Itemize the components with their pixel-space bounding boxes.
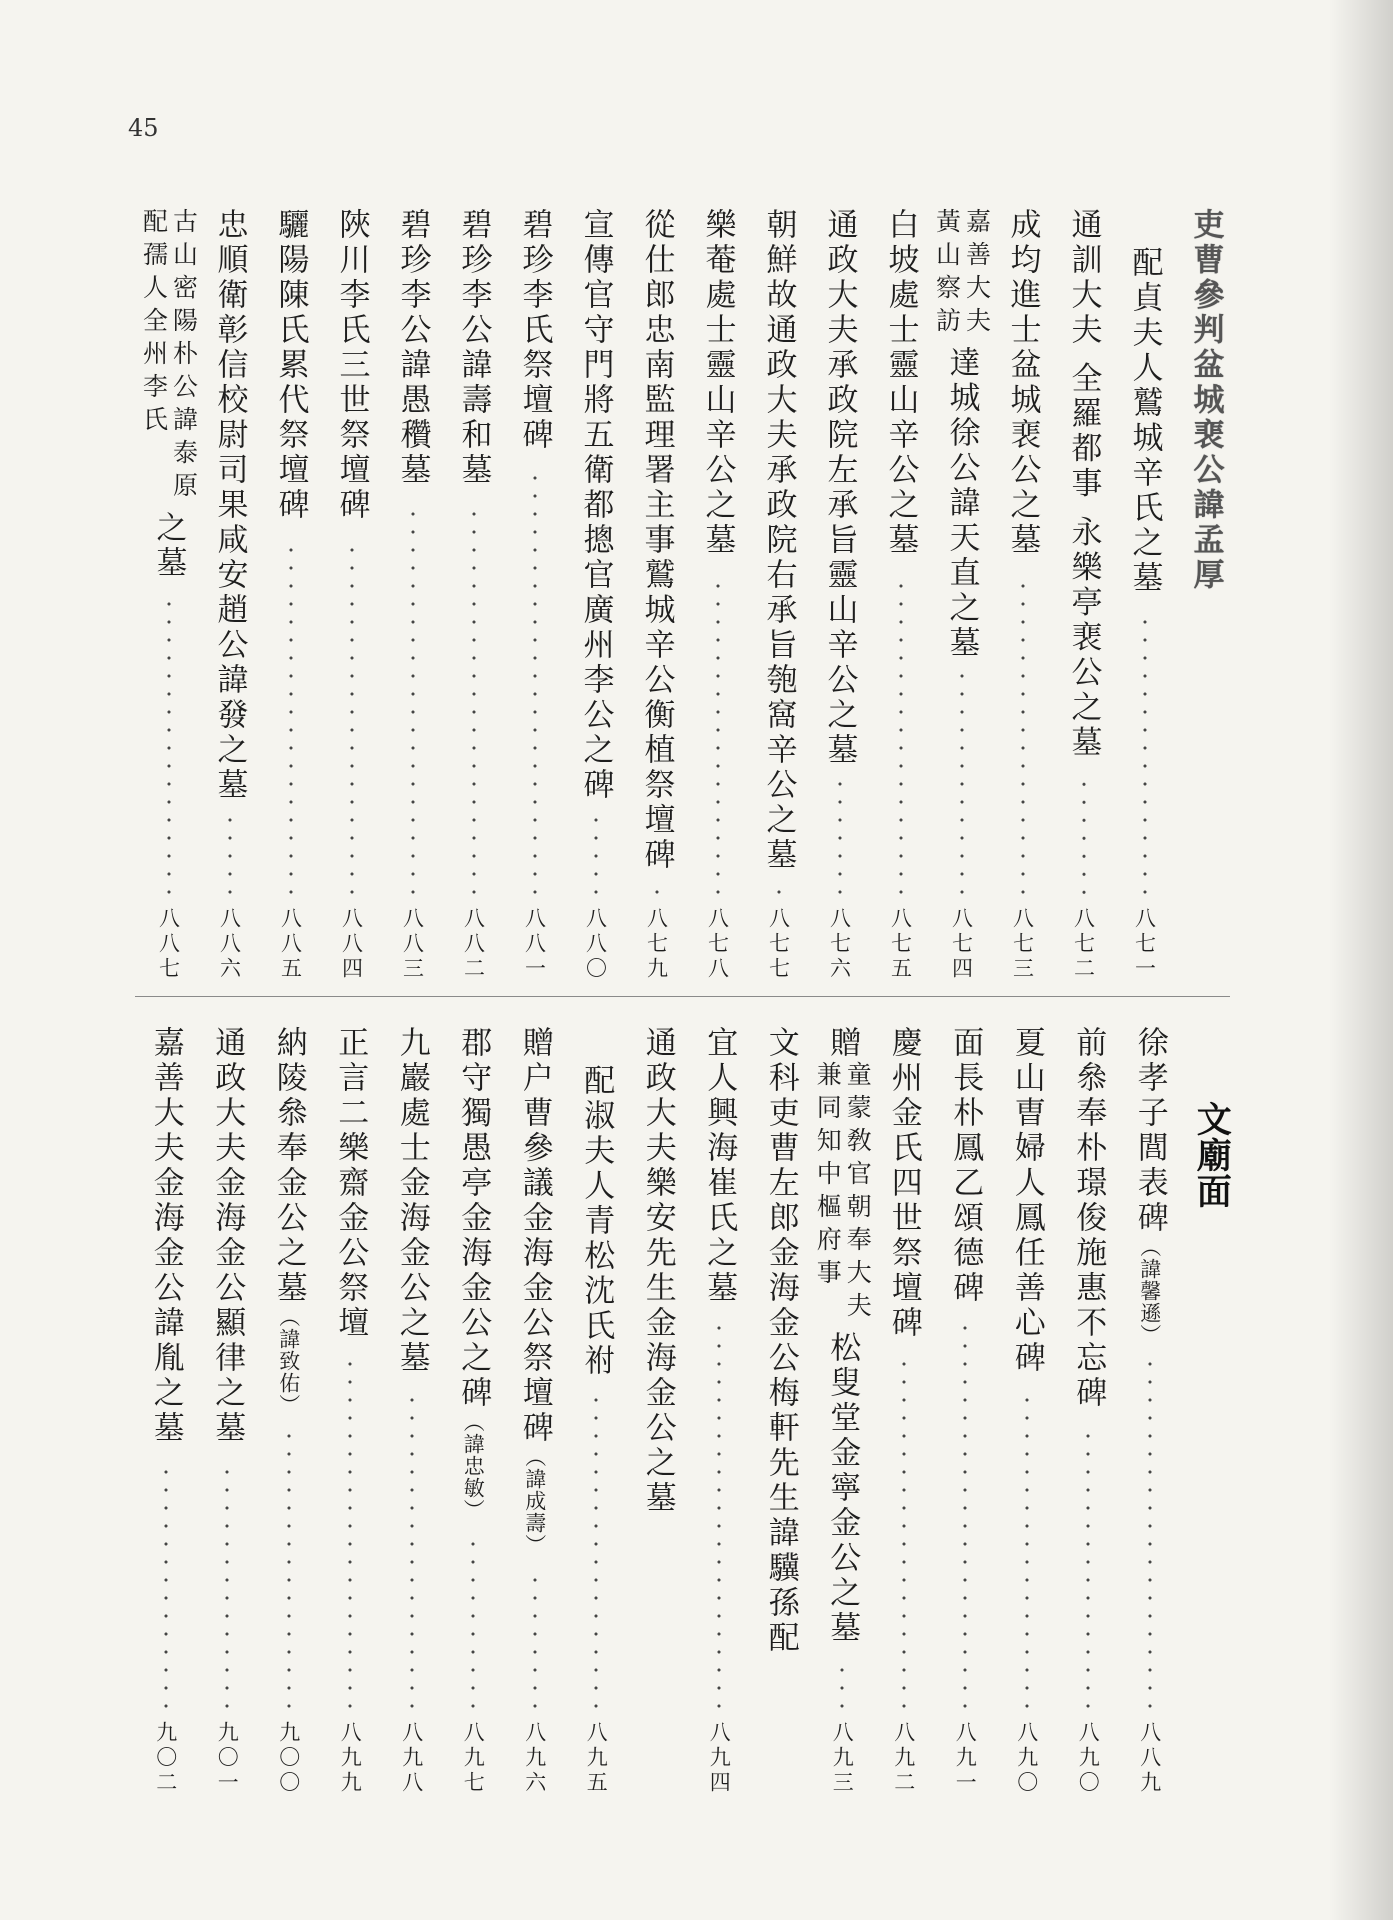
entry-page-number: 八九四 [707, 1721, 732, 1796]
entry-title-subline: 黃山察訪 [932, 208, 962, 340]
entry-page-number: 八九二 [891, 1721, 916, 1796]
toc-entry-column [504, 208, 565, 982]
dot-leader [410, 500, 416, 901]
entry-title-text: 通政大夫金海金公顯律之墓 [209, 1026, 246, 1446]
entry-title-text: 白坡處士靈山辛公之墓 [882, 208, 919, 558]
entry-title [1007, 1026, 1047, 1376]
entry-page-number: 八九六 [522, 1721, 547, 1796]
entry-title [392, 1026, 432, 1376]
entry-title [1186, 208, 1226, 593]
dot-leader [839, 1658, 845, 1715]
entry-page-number: 八八二 [461, 907, 486, 982]
entry-title [699, 1026, 739, 1306]
entry-note: （諱成壽） [522, 1446, 547, 1556]
entry-title [820, 208, 860, 768]
entry-title [393, 208, 433, 488]
toc-entry-column [135, 1026, 197, 1796]
entry-title-text: 贈户曹參議金海金公祭壇碑 [516, 1026, 553, 1446]
toc-entry-column [258, 1026, 320, 1796]
dot-leader [532, 465, 538, 901]
entry-page-number: 九〇二 [153, 1721, 178, 1796]
entry-title [454, 208, 494, 488]
dot-leader [959, 673, 965, 901]
entry-page-number: 八九五 [584, 1721, 609, 1796]
contents-section-upper [138, 208, 1236, 982]
toc-entry-column [870, 208, 931, 982]
entry-page-number: 八七七 [766, 907, 791, 982]
toc-entry-column [748, 208, 809, 982]
dot-leader [776, 885, 782, 901]
section-divider [135, 996, 1230, 997]
entry-note: （諱馨遜） [1137, 1236, 1162, 1346]
toc-entry-column [992, 208, 1053, 982]
entry-title-text: 配貞夫人鷲城辛氏之墓 [1126, 246, 1163, 596]
entry-title [271, 208, 311, 523]
entry-title-text: 正言二樂齋金公祭壇 [332, 1026, 369, 1341]
dot-leader [409, 1388, 415, 1715]
toc-entry-column [1053, 208, 1114, 982]
entry-title-text: 吏曹參判盆城裵公諱孟厚 [1187, 208, 1224, 593]
toc-entry-column [138, 208, 199, 982]
entry-page-number: 八九一 [953, 1721, 978, 1796]
entry-title-text: 樂菴處士靈山辛公之墓 [699, 208, 736, 558]
entry-title [207, 1026, 247, 1446]
entry-title [759, 208, 799, 873]
dot-leader [1085, 1423, 1091, 1715]
entry-title-text: 碧珍李公諱愚穳墓 [394, 208, 431, 488]
entry-page-number: 八七四 [949, 907, 974, 982]
toc-entry-column [812, 1026, 874, 1796]
entry-title-text: 宣傳官守門將五衛都摠官廣州李公之碑 [577, 208, 614, 803]
toc-entry-column [566, 1026, 628, 1796]
entry-title-text: 成均進士盆城裵公之墓 [1004, 208, 1041, 558]
entry-title-subcolumns [812, 1061, 872, 1325]
dot-leader [227, 815, 233, 901]
entry-title [1130, 1026, 1170, 1346]
entry-title [210, 208, 250, 803]
entry-title-text: 文科吏曹左郎金海金公梅軒先生諱驥孫配 [762, 1026, 799, 1656]
entry-title-subline: 配孺人全州李氏 [139, 208, 169, 439]
entry-title-subline: 嘉善大夫 [962, 208, 992, 340]
entry-page-number: 八九〇 [1076, 1721, 1101, 1796]
entry-page-number: 八九七 [461, 1721, 486, 1796]
toc-entry-column [1114, 208, 1175, 982]
entry-title-text: 通政大夫樂安先生金海金公之墓 [639, 1026, 676, 1516]
entry-title [515, 1026, 555, 1556]
contents-section-lower [135, 1026, 1242, 1796]
entry-title [638, 1026, 678, 1516]
toc-entry-column [1119, 1026, 1181, 1796]
entry-title [515, 208, 555, 453]
toc-entry-column [689, 1026, 751, 1796]
entry-page-number: 八七二 [1071, 907, 1096, 982]
entry-title [453, 1026, 493, 1521]
entry-title-text: 松叟堂金寧金公之墓 [824, 1331, 861, 1646]
entry-title [330, 1026, 370, 1341]
dot-leader [532, 1568, 538, 1715]
entry-title [332, 208, 372, 523]
entry-title-subline: 古山密陽朴公諱泰原 [169, 208, 199, 505]
toc-entry-column [197, 1026, 259, 1796]
entry-title-text: 通政大夫承政院左承旨靈山辛公之墓 [821, 208, 858, 768]
entry-page-number: 八八五 [278, 907, 303, 982]
entry-title-text: 九巖處士金海金公之墓 [393, 1026, 430, 1376]
dot-leader [349, 535, 355, 901]
entry-page-number: 八八〇 [583, 907, 608, 982]
entry-page-number: 八七九 [644, 907, 669, 982]
dot-leader [654, 885, 660, 901]
entry-title [576, 1064, 616, 1379]
entry-title [822, 1331, 862, 1646]
toc-entry-column [381, 1026, 443, 1796]
entry-title [698, 208, 738, 558]
entry-page-number: 八九八 [399, 1721, 424, 1796]
entry-title [1068, 1026, 1108, 1411]
entry-title [269, 1026, 309, 1416]
entry-page-number: 八八一 [522, 907, 547, 982]
page-edge-shadow [1329, 0, 1393, 1920]
entry-title [1064, 208, 1104, 761]
page-number: 45 [128, 114, 159, 142]
toc-entry-column [687, 208, 748, 982]
entry-title [942, 346, 982, 661]
dot-leader [715, 570, 721, 901]
toc-entry-column [873, 1026, 935, 1796]
entry-page-number: 八七三 [1010, 907, 1035, 982]
dot-leader [347, 1353, 353, 1715]
dot-leader [1142, 608, 1148, 901]
toc-entry-column [935, 1026, 997, 1796]
dot-leader [286, 1428, 292, 1715]
toc-entry-column [382, 208, 443, 982]
dot-leader [1081, 773, 1087, 901]
section-heading-column [1181, 1026, 1243, 1796]
entry-page-number: 八七一 [1132, 907, 1157, 982]
entry-title-text: 達城徐公諱天直之墓 [943, 346, 980, 661]
toc-entry-column [627, 1026, 689, 1796]
entry-title-text: 納陵叅奉金公之墓 [270, 1026, 307, 1306]
entry-page-number: 八八七 [156, 907, 181, 982]
entry-title-subcolumns [139, 208, 199, 505]
entry-page-number: 八九〇 [1014, 1721, 1039, 1796]
toc-entry-column [750, 1026, 812, 1796]
entry-title [884, 1026, 924, 1341]
toc-entry-column [565, 208, 626, 982]
toc-entry-column [260, 208, 321, 982]
entry-page-number: 九〇〇 [276, 1721, 301, 1796]
toc-entry-column [504, 1026, 566, 1796]
entry-page-number: 八八三 [400, 907, 425, 982]
toc-entry-column [321, 208, 382, 982]
entry-page-number: 八九九 [338, 1721, 363, 1796]
entry-title-text: 碧珍李氏祭壇碑 [516, 208, 553, 453]
entry-page-number: 八八四 [339, 907, 364, 982]
entry-title [881, 208, 921, 558]
dot-leader [901, 1353, 907, 1715]
entry-title [1125, 246, 1165, 596]
entry-title-text: 之墓 [150, 511, 187, 581]
toc-entry-column [199, 208, 260, 982]
entry-note: （諱忠敏） [461, 1411, 486, 1521]
dot-leader [470, 1533, 476, 1715]
entry-title-text: 郡守獨愚亭金海金公之碑 [455, 1026, 492, 1411]
entry-page-number: 八八六 [217, 907, 242, 982]
entry-title-text: 嘉善大夫金海金公諱胤之墓 [147, 1026, 184, 1446]
entry-title-text: 宜人興海崔氏之墓 [701, 1026, 738, 1306]
toc-entry-column [809, 208, 870, 982]
entry-title-text: 陜川李氏三世祭壇碑 [333, 208, 370, 523]
entry-title-text: 面長朴鳳乙頌德碑 [947, 1026, 984, 1306]
dot-leader [593, 815, 599, 901]
toc-entry-column [626, 208, 687, 982]
entry-title-text: 徐孝子閭表碑 [1131, 1026, 1168, 1236]
toc-entry-column [320, 1026, 382, 1796]
entry-title-text: 夏山曺婦人鳳任善心碑 [1008, 1026, 1045, 1376]
toc-entry-column [1058, 1026, 1120, 1796]
entry-title [576, 208, 616, 803]
entry-title-text: 慶州金氏四世祭壇碑 [885, 1026, 922, 1341]
dot-leader [593, 1391, 599, 1715]
toc-entry-column [443, 1026, 505, 1796]
dot-leader [898, 570, 904, 901]
entry-title [945, 1026, 985, 1306]
entry-page-number: 八七五 [888, 907, 913, 982]
dot-leader [1147, 1358, 1153, 1715]
entry-title-subcolumns [932, 208, 992, 340]
entry-title-text: 朝鮮故通政大夫承政院右承旨匏窩辛公之墓 [760, 208, 797, 873]
dot-leader [1024, 1388, 1030, 1715]
dot-leader [224, 1458, 230, 1715]
entry-title [146, 1026, 186, 1446]
entry-title-text: 碧珍李公諱壽和墓 [455, 208, 492, 488]
entry-page-number: 八七六 [827, 907, 852, 982]
entry-page-number: 八八九 [1137, 1721, 1162, 1796]
entry-title [149, 511, 189, 581]
dot-leader [163, 1458, 169, 1715]
entry-title-subline: 兼同知中樞府事 [813, 1061, 843, 1292]
toc-entry-column [1175, 208, 1236, 982]
entry-title-text: 前叅奉朴璟俊施惠不忘碑 [1070, 1026, 1107, 1411]
dot-leader [716, 1318, 722, 1715]
dot-leader [288, 535, 294, 901]
entry-page-number: 八七八 [705, 907, 730, 982]
entry-note: （諱致佑） [276, 1306, 301, 1416]
entry-page-number: 九〇一 [215, 1721, 240, 1796]
entry-title-text: 通訓大夫 全羅都事 永樂亭裵公之墓 [1065, 208, 1102, 761]
entry-title-text: 配淑夫人青松沈氏祔 [578, 1064, 615, 1379]
entry-title [1003, 208, 1043, 558]
entry-title [761, 1026, 801, 1656]
entry-title-text: 從仕郎忠南監理署主事鷲城辛公衡植祭壇碑 [638, 208, 675, 873]
dot-leader [837, 780, 843, 901]
toc-entry-column [996, 1026, 1058, 1796]
dot-leader [166, 593, 172, 901]
entry-title [637, 208, 677, 873]
dot-leader [1020, 570, 1026, 901]
toc-entry-column [931, 208, 992, 982]
dot-leader [962, 1318, 968, 1715]
entry-title-text: 驪陽陳氏累代祭壇碑 [272, 208, 309, 523]
dot-leader [471, 500, 477, 901]
entry-title-text: 忠順衛彰信校尉司果咸安趙公諱發之墓 [211, 208, 248, 803]
entry-prefix: 贈 [824, 1026, 861, 1061]
toc-entry-column [443, 208, 504, 982]
entry-title-subline: 童蒙敎官朝奉大夫 [843, 1061, 873, 1325]
entry-page-number: 八九三 [830, 1721, 855, 1796]
section-heading: 文廟面 [1191, 1101, 1233, 1209]
